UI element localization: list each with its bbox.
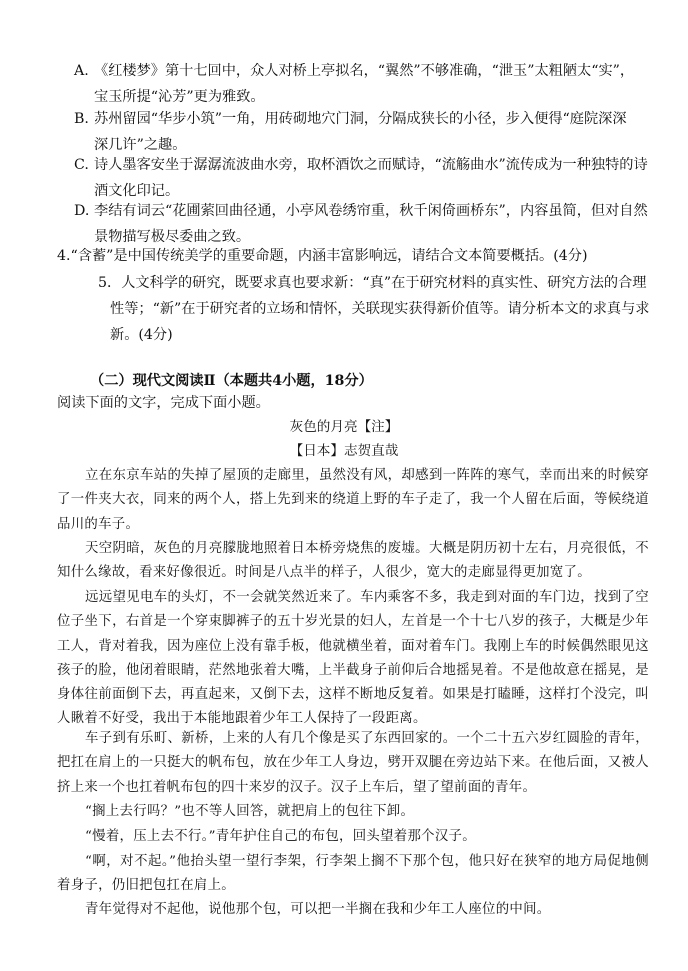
story-paragraph: 远远望见电车的头灯，不一会就笑然近来了。车内乘客不多，我走到对面的车门边，找到了空位子坐下，右首是一个穿束脚裤子的五十岁光景的妇人，左首是一个十七八岁的孩子，大概是少年工人，背对着我，因为座位上没有靠手板，他就横坐着，面对着车门。我刚上车的时候偶然眼见这孩子的脸，他闭着眼睛，茫然地张着大嘴，上半截身子前仰后合地摇晃着。不是他故意在摇晃，是身体往前面倒下去，再直起来，又倒下去，这样不断地反复着。如果是打瞌睡，这样打个没完，叫人瞅着不好受，我出于本能地跟着少年工人保持了一段距离。	[57, 590, 649, 727]
option-text: 李结有词云“花圃萦回曲径通，小亭风卷绣帘重，秋千闲倚画桥东”，内容虽简，但对自然	[94, 203, 648, 219]
reading-instruction: 阅读下面的文字，完成下面小题。	[57, 395, 270, 411]
option-label: D.	[74, 203, 90, 219]
story-paragraph: “搁上去行吗？”也不等人回答，就把肩上的包往下卸。	[85, 804, 415, 819]
option-label: C.	[74, 157, 89, 173]
story-paragraph: 立在东京车站的失掉了屋顶的走廊里，虽然没有风，却感到一阵阵的寒气，幸而出来的时候穿了一件夹大衣，同来的两个人，搭上先到来的绕道上野的车子走了，我一个人留在后面，等候绕道品川的车子。	[57, 468, 649, 532]
story-paragraph: “啊，对不起。”他抬头望一望行李架，行李架上搁不下那个包，他只好在狭窄的地方局促地侧着身子，仍旧把包扛在肩上。	[57, 854, 649, 894]
option-a	[74, 58, 654, 110]
option-label: B.	[74, 111, 89, 127]
option-text-continued: 酒文化印记。	[94, 183, 180, 199]
option-b	[74, 106, 654, 158]
story-paragraph: 车子到有乐町、新桥，上来的人有几个像是买了东西回家的。一个二十五六岁红圆脸的青年，把扛在肩上的一只挺大的帆布包，放在少年工人身边，劈开双腿在旁边站下来。在他后面，又被人挤上来一个也扛着帆布包的四十来岁的汉子。汉子上车后，望了望前面的青年。	[57, 731, 649, 795]
option-text: 诗人墨客安坐于潺潺流波曲水旁，取杯酒饮之而赋诗，“流觞曲水”流传成为一种独特的诗	[94, 157, 648, 173]
story-paragraph: “慢着，压上去不行。”青年护住自己的布包，回头望着那个汉子。	[85, 829, 476, 844]
question-5-line: 5．人文科学的研究，既要求真也要求新：“真”在于研究材料的真实性、研究方法的合理	[98, 275, 647, 291]
story-author: 【日本】志贺直哉	[289, 443, 399, 459]
option-text: 《红楼梦》第十七回中，众人对桥上亭拟名，“翼然”不够准确，“泄玉”太粗陋太“实”，	[94, 63, 635, 79]
option-text-continued: 景物描写极尽委曲之致。	[94, 229, 251, 245]
option-label: A.	[74, 63, 89, 79]
option-text-continued: 深几许”之趣。	[94, 137, 187, 153]
option-text: 苏州留园“华步小筑”一角，用砖砌地穴门洞，分隔成狭长的小径，步入便得“庭院深深	[94, 111, 627, 127]
option-c	[74, 152, 654, 204]
question-4: 4.“含蓄”是中国传统美学的重要命题，内涵丰富影响远，请结合文本简要概括。(4分)	[57, 248, 588, 264]
story-paragraph: 天空阴暗，灰色的月亮朦胧地照着日本桥旁烧焦的废墟。大概是阴历初十左右，月亮很低，不知什么缘故，看来好像很近。时间是八点半的样子，人很少，宽大的走廊显得更加宽了。	[57, 541, 649, 581]
question-5-line: 性等；“新”在于研究者的立场和情怀，关联现实获得新价值等。请分析本文的求真与求	[110, 301, 650, 317]
story-title: 灰色的月亮【注】	[289, 419, 399, 435]
question-5-line: 新。(4分)	[110, 327, 173, 343]
question-5	[98, 270, 660, 348]
section-heading: （二）现代文阅读Ⅱ（本题共4小题，18分）	[90, 373, 373, 389]
story-paragraph: 青年觉得对不起他，说他那个包，可以把一半搁在我和少年工人座位的中间。	[85, 902, 551, 917]
option-text-continued: 宝玉所提“沁芳”更为雅致。	[94, 89, 265, 105]
